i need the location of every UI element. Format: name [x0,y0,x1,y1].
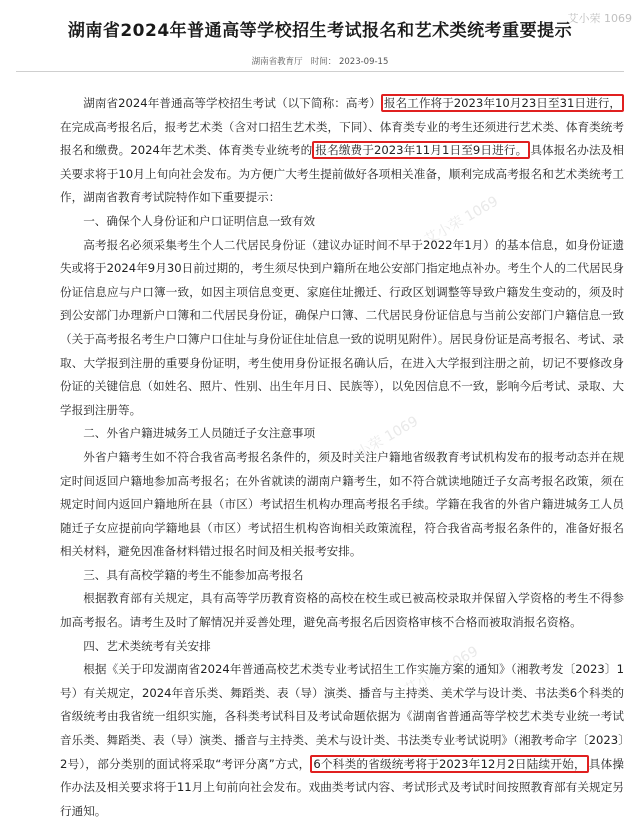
section-heading-4: 四、艺术类统考有关安排 [83,638,211,653]
intro-paragraph: 湖南省2024年普通高等学校招生考试（以下简称：高考） 报名工作将于2023年10月23日至31日进行，在完成高考报名后，报考艺术类（含对口招生艺术类，下同）、体育类专业的考生还须进行艺术类、体育类统考报名和缴费。2024年艺术类、体育类专业统考的 报名缴费于2023年11月1日至9日进行。 具体报名办法及相关要求将于10月上旬向社会发布。为方便广大考生提前做好各项相关准备，顺利完成高考报名和艺术类统考工作，湖南省教育考试院特作如下重要提示： [60,96,624,205]
meta-date: 2023-09-15 [338,57,389,67]
meta-time-label: 时间： [310,57,337,67]
highlight-payment-date: 报名缴费于2023年11月1日至9日进行。 [312,141,530,159]
title-divider [16,71,624,72]
section-paragraph-1: 高考报名必须采集考生个人二代居民身份证（建议办证时间不早于2022年1月）的基本信息，如身份证遗失或将于2024年9月30日前过期的，考生须尽快到户籍所在地公安部门指定地点补办。考生个人的二代居民身份证信息应与户口簿一致，如因主项信息变更、家庭住址搬迁、行政区划调整等导致户籍发生变动的，须及时到公安部门办理新户口簿和二代居民身份证，确保户口簿、二代居民身份证信息与当前公安部门户籍信息一致（关于高考报名考生户口簿户口住址与身份证住址信息一致的说明见附件）。居民身份证是高考报名、考试、录取、大学报到注册的重要身份证明，考生使用身份证报名确认后，在进入大学报到注册之前，切记不要修改身份证的关键信息（如姓名、照片、性别、出生年月日、民族等），以免因信息不一致，影响今后考试、录取、大学报到注册等。 [60,237,624,417]
section-heading-3: 三、具有高校学籍的考生不能参加高考报名 [83,567,304,582]
watermark-overlay: 艾小荣 1069 [421,193,502,249]
section-paragraph-4: 根据《关于印发湖南省2024年普通高校艺术类专业考试招生工作实施方案的通知》（湘教考发〔2023〕1号）有关规定，2024年音乐类、舞蹈类、表（导）演类、播音与主持类、美术学与设计类、书法类6个科类的省级统考由我省统一组织实施，各科类考试科目及考试命题依据为《湖南省普通高等学校艺术类专业统一考试音乐类、舞蹈类、表（导）演类、播音与主持类、美术与设计类、书法类专业考试说明》（湘教考命字〔2023〕2号），部分类别的面试将采取“考评分离”方式， 6个科类的省级统考将于2023年12月2日陆续开始， 具体操作办法及相关要求将于11月上旬前向社会发布。戏曲类考试内容、考试形式及考试时间按照教育部有关规定另行通知。 [60,662,624,818]
section-heading-1: 一、确保个人身份证和户口证明信息一致有效 [83,213,316,228]
watermark-overlay: 艾小荣 1069 [341,413,422,469]
meta-source: 湖南省教育厅 [251,57,303,67]
section-paragraph-2: 外省户籍考生如不符合我省高考报名条件的，须及时关注户籍地省级教育考试机构发布的报考动态并在规定时间返回户籍地参加高考报名；在外省就读的湖南户籍考生，如不符合就读地随迁子女高考报名政策，须在规定时间内返回户籍地所在县（市区）考试招生机构办理高考报名手续。学籍在我省的外省户籍进城务工人员随迁子女应提前向学籍地县（市区）考试招生机构咨询相关政策流程，符合我省高考报名条件的，准备好报名相关材料，避免因准备材料错过报名时间及相关报考安排。 [60,449,624,559]
publish-meta [0,55,640,67]
highlight-art-exam-date: 6个科类的省级统考将于2023年12月2日陆续开始， [310,755,588,773]
article-body [60,92,624,823]
watermark-overlay: 艾小荣 1069 [401,643,482,699]
section-paragraph-3: 根据教育部有关规定，具有高等学历教育资格的高校在校生或已被高校录取并保留入学资格的考生不得参加高考报名。请考生及时了解情况并妥善处理，避免高考报名后因资格审核不合格而被取消报名资格。 [60,591,624,630]
page-title: 湖南省2024年普通高等学校招生考试报名和艺术类统考重要提示 [67,21,573,41]
watermark-brand: 艾小荣 1069 [567,12,632,25]
section-heading-2: 二、外省户籍进城务工人员随迁子女注意事项 [83,426,316,441]
highlight-registration-date: 报名工作将于2023年10月23日至31日进行， [381,94,624,112]
